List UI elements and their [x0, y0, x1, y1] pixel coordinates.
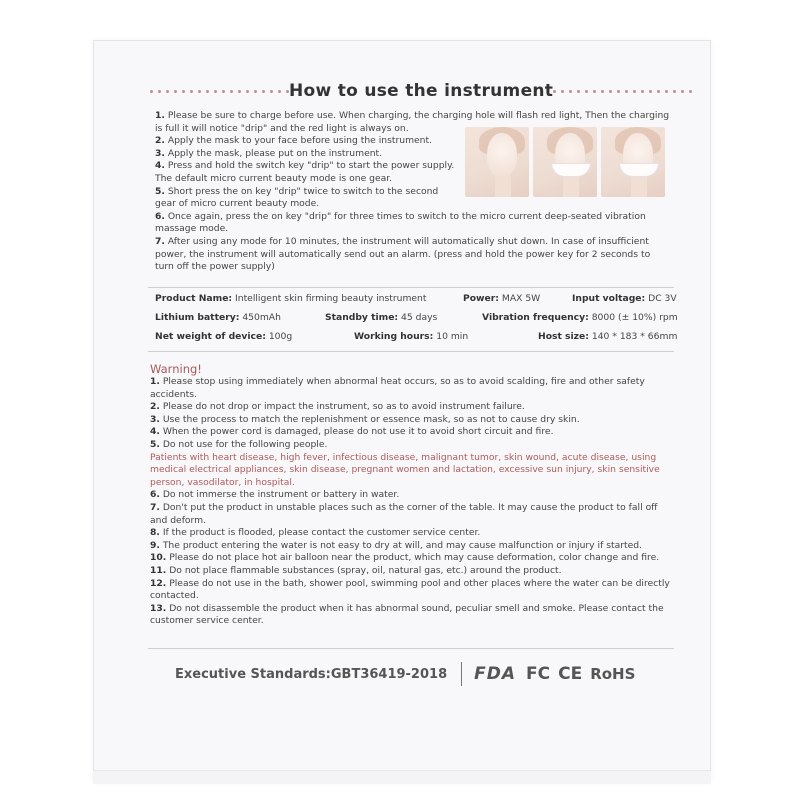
divider-middle: [148, 351, 674, 352]
executive-standards: Executive Standards:GBT36419-2018: [175, 666, 448, 682]
instruction-step-text: The default micro current beauty mode is one gear.: [155, 172, 393, 184]
instruction-step-text: Press and hold the switch key "drip" to start the power supply.: [167, 160, 455, 172]
instruction-step-line: [155, 110, 670, 123]
spec-vibration: Vibration frequency: 8000 (± 10%) rpm: [482, 312, 678, 323]
instruction-step-number: 6.: [155, 210, 165, 222]
warning-item-line: [150, 565, 675, 578]
warning-item-text: medical electrical appliances, skin disease, pregnant women and lactation, excessive sun injury, skin sensitive: [150, 464, 660, 476]
warning-item-line: [150, 540, 675, 553]
warning-item-line: [150, 552, 675, 565]
title-dots-left: [150, 90, 289, 93]
warning-item-line: [150, 477, 675, 490]
instruction-step-line: [155, 148, 670, 161]
warning-item-text: customer service center.: [150, 615, 264, 627]
warning-item-line: [150, 489, 675, 502]
footer: [175, 660, 665, 688]
warning-item-text: Do not use for the following people.: [162, 438, 328, 450]
warning-item-line: [150, 464, 675, 477]
instruction-step-number: 4.: [155, 160, 165, 172]
spec-standby: Standby time: 45 days: [325, 312, 438, 323]
warning-item-number: 9.: [150, 539, 160, 551]
spec-power: Power: MAX 5W: [463, 293, 541, 304]
warning-item-line: [150, 515, 675, 528]
spec-row-2: [155, 312, 678, 326]
instruction-step-line: [155, 211, 670, 224]
divider-top: [148, 287, 674, 288]
instruction-step-text: Apply the mask, please put on the instrument.: [167, 147, 383, 159]
fda-logo-icon: FDA: [474, 664, 517, 684]
spec-row-3: [155, 331, 678, 345]
warning-item-number: 6.: [150, 489, 160, 501]
warning-list: [150, 376, 675, 628]
warning-item-number: 3.: [150, 413, 160, 425]
instruction-step-line: [155, 123, 670, 136]
instruction-step-line: [155, 236, 670, 249]
spec-product-name: Product Name: Intelligent skin firming beauty instrument: [155, 293, 427, 304]
warning-item-line: [150, 615, 675, 628]
divider-bottom: [148, 648, 674, 649]
instruction-step-number: 3.: [155, 147, 165, 159]
warning-item-line: [150, 527, 675, 540]
instruction-step-line: [155, 249, 670, 262]
warning-item-text: Please do not use in the bath, shower pool, swimming pool and other places where the water can be directly: [169, 577, 670, 589]
spec-working-hours: Working hours: 10 min: [354, 331, 469, 342]
warning-item-line: [150, 502, 675, 515]
warning-item-text: Please stop using immediately when abnormal heat occurs, so as to avoid scalding, fire and other safety: [162, 376, 645, 387]
warning-item-text: and deform.: [150, 514, 207, 526]
warning-item-text: The product entering the water is not easy to dry at will, and may cause malfunction or injury if started.: [162, 539, 643, 551]
warning-item-text: Do not disassemble the product when it has abnormal sound, peculiar smell and smoke. Please contact the: [169, 602, 664, 614]
spec-weight: Net weight of device: 100g: [155, 331, 293, 342]
warning-item-text: When the power cord is damaged, please do not use it to avoid short circuit and fire.: [162, 426, 554, 438]
instruction-step-line: [155, 198, 670, 211]
instruction-step-text: Apply the mask to your face before using the instrument.: [167, 135, 433, 147]
warning-item-number: 5.: [150, 438, 160, 450]
spec-input-voltage: Input voltage: DC 3V: [572, 293, 677, 304]
warning-item-line: [150, 439, 675, 452]
page-title: How to use the instrument: [289, 81, 554, 101]
warning-item-text: Do not place flammable substances (spray, oil, natural gas, etc.) around the product.: [169, 564, 562, 576]
instruction-step-number: 7.: [155, 235, 165, 247]
warning-item-line: [150, 603, 675, 616]
warning-item-line: [150, 414, 675, 427]
instruction-step-text: Once again, press the on key "drip" for three times to switch to the micro current deep-seated vibration: [167, 210, 646, 222]
warning-item-text: If the product is flooded, please contact the customer service center.: [162, 527, 481, 539]
warning-item-number: 12.: [150, 577, 167, 589]
warning-item-text: Please do not drop or impact the instrument, so as to avoid instrument failure.: [162, 401, 525, 413]
warning-item-number: 11.: [150, 564, 167, 576]
warning-item-text: contacted.: [150, 590, 199, 602]
warning-item-number: 1.: [150, 376, 160, 387]
title-row: [150, 76, 672, 106]
footer-divider: [461, 662, 462, 686]
instruction-step-number: 1.: [155, 110, 165, 121]
warning-item-text: Don't put the product in unstable places such as the corner of the table. It may cause the product to fall off: [162, 501, 658, 513]
warning-item-number: 2.: [150, 401, 160, 413]
instruction-step-text: is full it will notice "drip" and the red light is always on.: [155, 122, 409, 134]
warning-item-line: [150, 452, 675, 465]
warning-item-text: Use the process to match the replenishment or essence mask, so as not to cause dry skin.: [162, 413, 580, 425]
ce-logo-icon: CE: [558, 664, 583, 684]
instruction-step-line: [155, 160, 670, 173]
warning-item-line: [150, 578, 675, 591]
instruction-step-line: [155, 135, 670, 148]
warning-item-text: Patients with heart disease, high fever, infectious disease, malignant tumor, skin wound, acute disease, using: [150, 451, 657, 463]
title-dots-right: [553, 90, 692, 93]
spec-host-size: Host size: 140 * 183 * 66mm: [538, 331, 678, 342]
fc-logo-icon: FC: [526, 664, 551, 684]
instruction-step-text: turn off the power supply): [155, 261, 275, 273]
warning-item-number: 4.: [150, 426, 160, 438]
instruction-step-number: 2.: [155, 135, 165, 147]
instruction-steps: [155, 110, 670, 274]
spec-row-1: [155, 293, 677, 307]
warning-title: Warning!: [150, 362, 202, 376]
instruction-step-text: Short press the on key "drip" twice to switch to the second: [167, 185, 439, 197]
warning-item-text: Do not immerse the instrument or battery in water.: [162, 489, 400, 501]
box-bottom-edge: [93, 770, 711, 784]
instruction-step-text: After using any mode for 10 minutes, the instrument will automatically shut down. In case of insufficient: [167, 235, 649, 247]
warning-item-number: 7.: [150, 501, 160, 513]
instruction-step-text: power, the instrument will automatically send out an alarm. (press and hold the power key for 2 seconds to: [155, 248, 651, 260]
warning-item-line: [150, 389, 675, 402]
warning-item-number: 13.: [150, 602, 167, 614]
warning-item-text: person, vasodilator, in hospital.: [150, 476, 295, 488]
spec-battery: Lithium battery: 450mAh: [155, 312, 281, 323]
instruction-step-text: gear of micro current beauty mode.: [155, 198, 320, 210]
instruction-step-text: massage mode.: [155, 223, 229, 235]
warning-item-text: accidents.: [150, 388, 197, 400]
instruction-step-line: [155, 261, 670, 274]
instruction-step-number: 5.: [155, 185, 165, 197]
instruction-step-line: [155, 173, 670, 186]
warning-item-line: [150, 376, 675, 389]
warning-item-line: [150, 590, 675, 603]
instruction-step-line: [155, 223, 670, 236]
rohs-logo-icon: RoHS: [590, 665, 636, 683]
instruction-step-line: [155, 186, 670, 199]
warning-item-line: [150, 426, 675, 439]
warning-item-text: Please do not place hot air balloon near the product, which may cause deformation, color change and fire.: [169, 552, 660, 564]
warning-item-line: [150, 401, 675, 414]
warning-item-number: 10.: [150, 552, 167, 564]
instruction-step-text: Please be sure to charge before use. When charging, the charging hole will flash red light, Then the charging: [167, 110, 670, 121]
warning-item-number: 8.: [150, 527, 160, 539]
